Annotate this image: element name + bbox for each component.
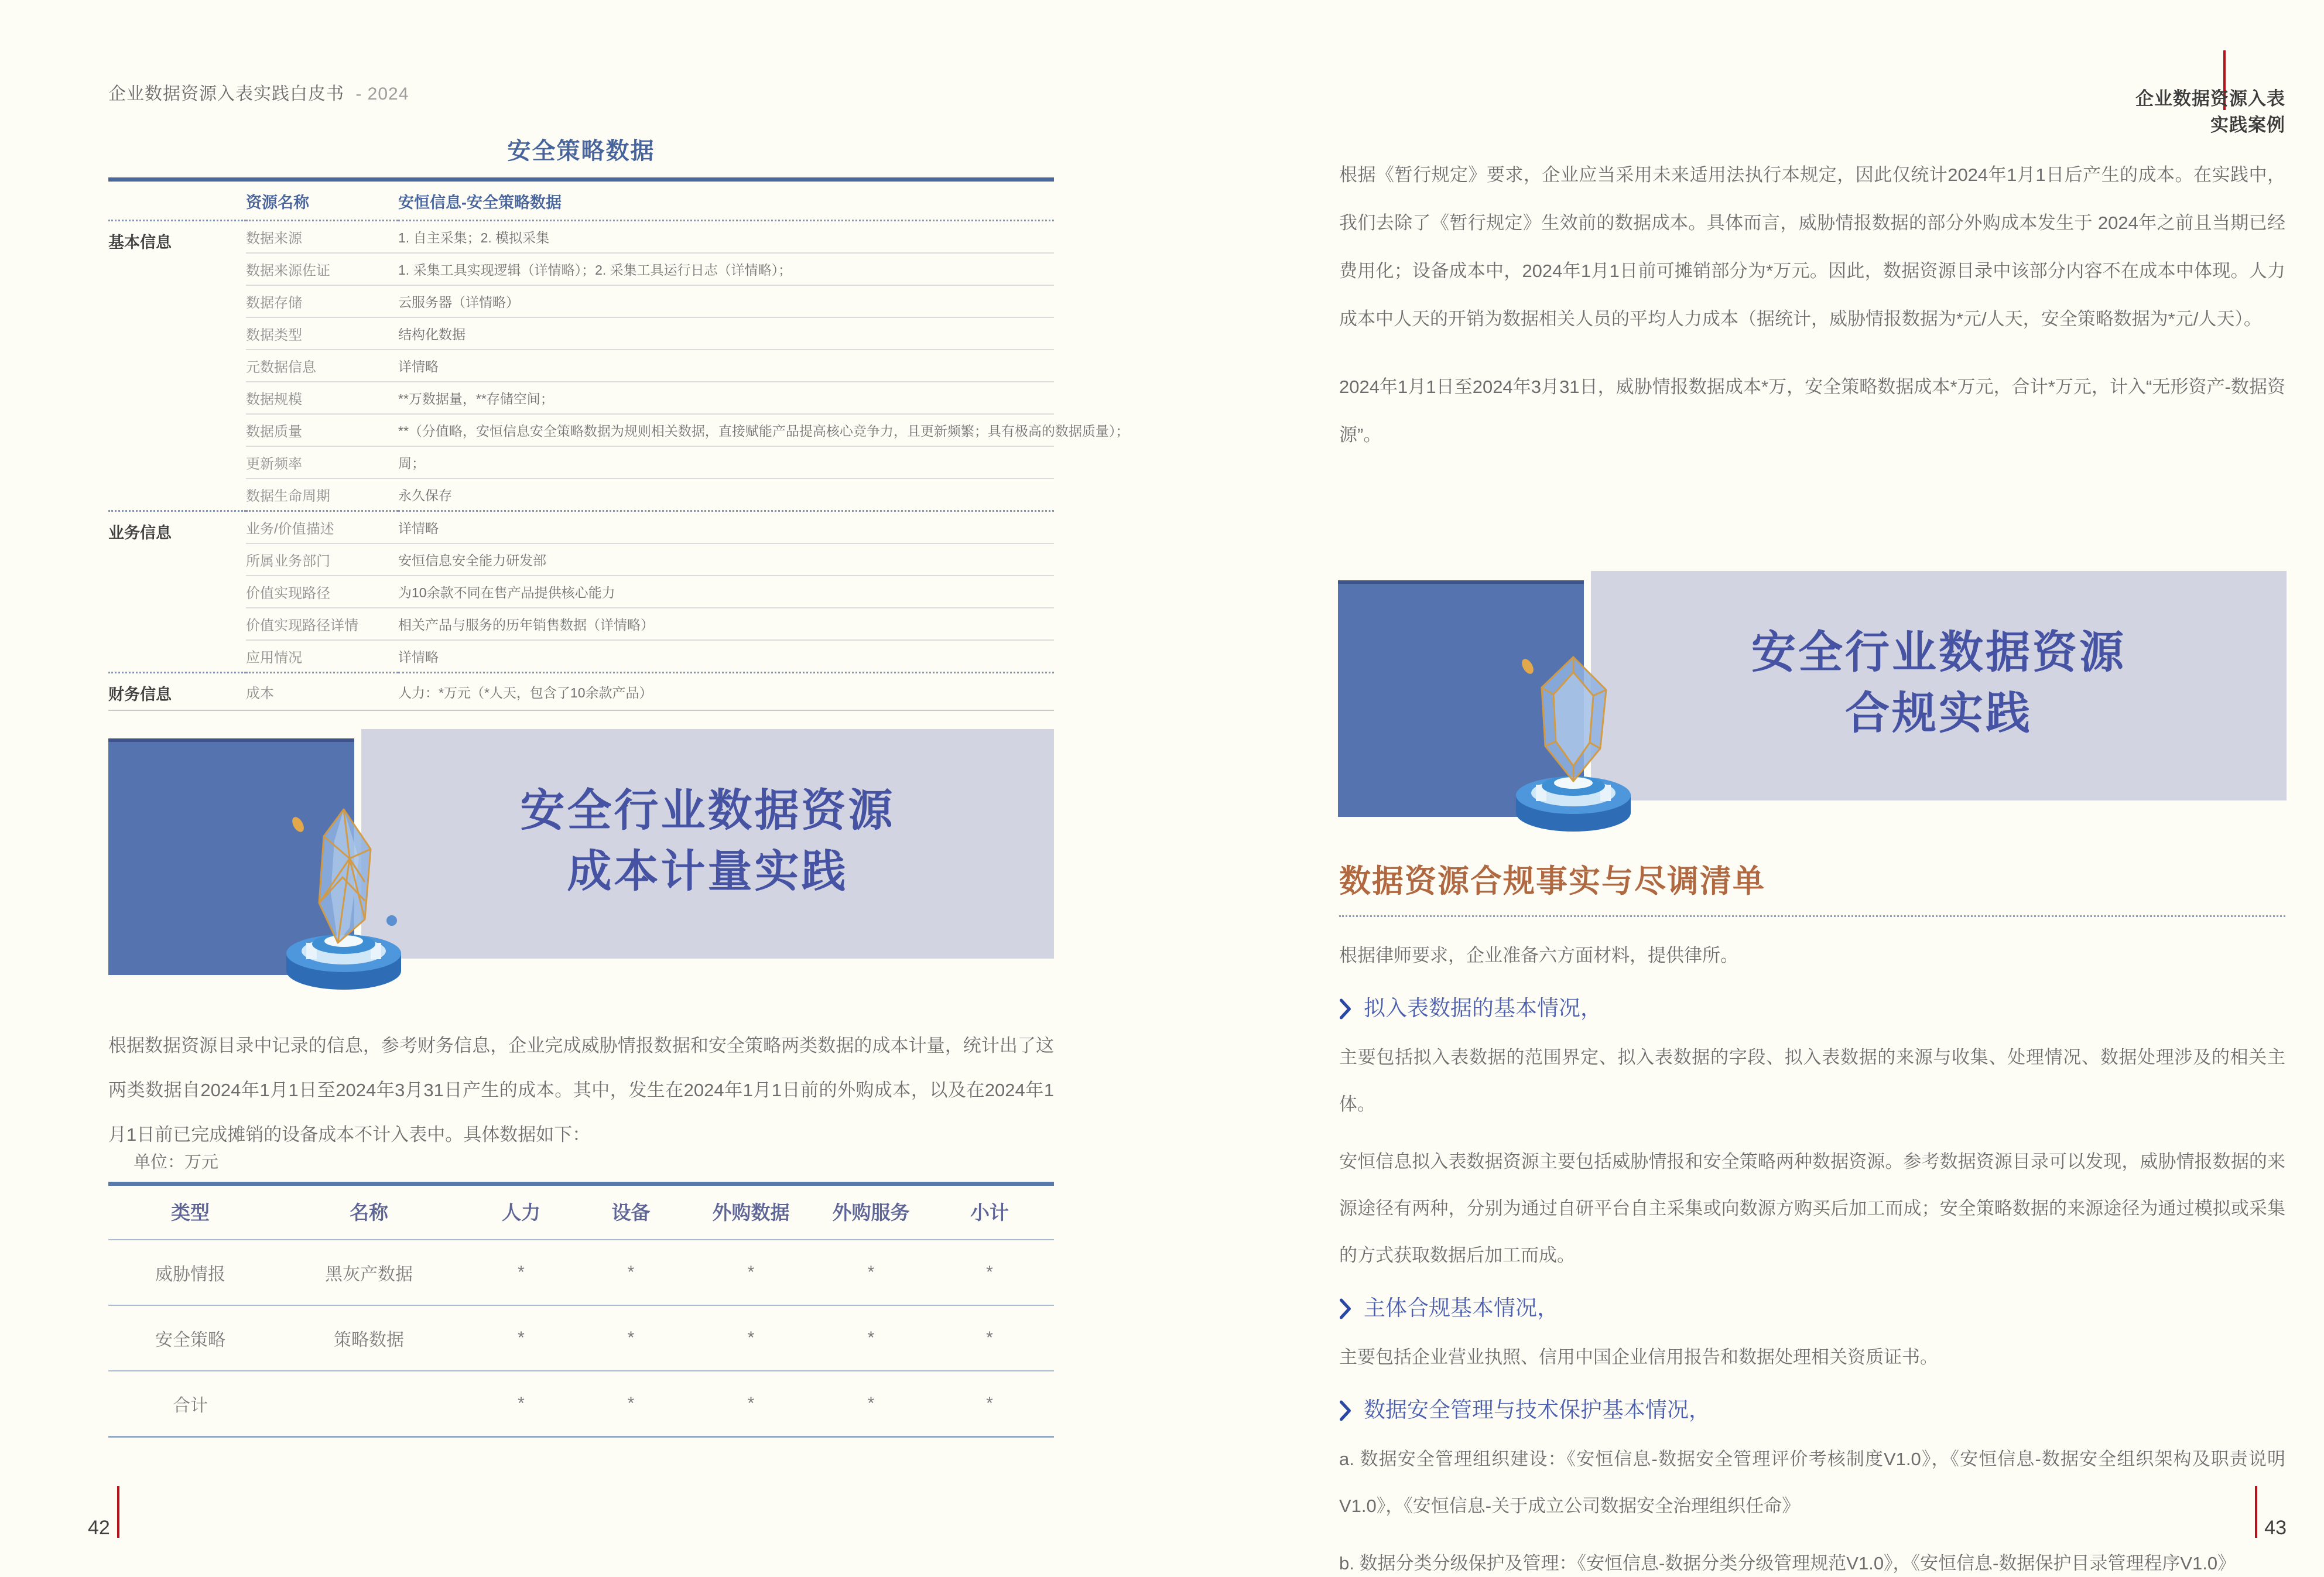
catalog-field-label: 成本	[246, 673, 398, 711]
catalog-field-label: 应用情况	[246, 640, 398, 673]
catalog-field-label: 价值实现路径详情	[246, 608, 398, 640]
catalog-header-spacer	[108, 180, 246, 221]
page-number-value: 43	[2264, 1517, 2287, 1539]
cost-cell: *	[577, 1305, 685, 1371]
running-header-left	[108, 79, 409, 105]
catalog-row	[108, 285, 1054, 317]
catalog-field-value: 为10余款不同在售产品提供核心能力	[398, 576, 1054, 608]
catalog-field-label: 数据类型	[246, 317, 398, 350]
bullet-paragraph: 主要包括拟入表数据的范围界定、拟入表数据的字段、拟入表数据的来源与收集、处理情况、数据处理涉及的相关主体。	[1339, 1047, 2285, 1114]
catalog-row	[108, 221, 1054, 254]
cost-column-header: 小计	[970, 1202, 1009, 1223]
page-number-value: 42	[88, 1517, 110, 1539]
cost-cell: *	[685, 1371, 817, 1437]
banner-title-line1: 安全行业数据资源	[1751, 628, 2126, 678]
catalog-header-row	[108, 180, 1054, 221]
catalog-section-label: 基本信息	[108, 221, 246, 511]
running-header-line2: 实践案例	[2210, 115, 2285, 135]
paragraph: 根据《暂行规定》要求，企业应当采用未来适用法执行本规定，因此仅统计2024年1月1日后产生的成本。在实践中，我们去除了《暂行规定》生效前的数据成本。具体而言，威胁情报数据的部分外购成本发生于 2024年之前且当期已经费用化；设备成本中，2024年1月1日前可摊销部分为*万元。因此，数据资源目录中该部分内容不在成本中体现。人力成本中人天的开销为数据相关人员的平均人力成本（据统计，威胁情报数据为*元/人天，安全策略数据为*元/人天）。	[1339, 165, 2285, 329]
banner-title-line1: 安全行业数据资源	[520, 786, 895, 836]
cost-cell: 黑灰产数据	[272, 1240, 466, 1305]
bullet-title-text: 主体合规基本情况，	[1364, 1296, 1559, 1320]
running-header-title: 企业数据资源入表实践白皮书	[108, 84, 344, 104]
cost-cell: *	[925, 1305, 1054, 1371]
cost-cell: *	[466, 1305, 577, 1371]
catalog-field-label: 数据生命周期	[246, 478, 398, 511]
cost-row	[108, 1371, 1054, 1437]
cost-cell: 合计	[108, 1371, 272, 1437]
catalog-field-value: **（分值略，安恒信息安全策略数据为规则相关数据，直接赋能产品提高核心竞争力，且更新频繁；具有极高的数据质量）；	[398, 414, 1054, 446]
catalog-field-value: 相关产品与服务的历年销售数据（详情略）	[398, 608, 1054, 640]
catalog-field-value: 详情略	[398, 640, 1054, 673]
bullet-item	[1339, 1395, 2285, 1425]
chevron-right-icon	[1339, 998, 1352, 1020]
cost-column-header: 名称	[350, 1202, 388, 1223]
catalog-row	[108, 446, 1054, 478]
cost-row	[108, 1305, 1054, 1371]
cost-cell: *	[577, 1240, 685, 1305]
catalog-field-label: 所属业务部门	[246, 543, 398, 576]
catalog-row	[108, 673, 1054, 711]
cost-table-unit-label: 单位：万元	[134, 1153, 219, 1172]
page-number-rule	[117, 1486, 119, 1538]
catalog-field-value: **万数据量，**存储空间；	[398, 382, 1054, 414]
cost-table	[108, 1182, 1054, 1438]
cost-cell: *	[817, 1371, 925, 1437]
banner-title-line2: 合规实践	[1845, 689, 2032, 738]
compliance-bullets	[1339, 993, 2285, 1577]
banner-title	[1591, 622, 2287, 744]
section-dotted-rule	[1339, 915, 2285, 917]
catalog-field-value: 1. 自主采集；2. 模拟采集	[398, 221, 1054, 254]
running-header-line1: 企业数据资源入表	[2135, 88, 2285, 109]
catalog-row	[108, 414, 1054, 446]
section-intro: 根据律师要求，企业准备六方面材料，提供律所。	[1339, 945, 1738, 966]
catalog-section-label: 财务信息	[108, 673, 246, 711]
bullet-paragraph: 安恒信息拟入表数据资源主要包括威胁情报和安全策略两种数据资源。参考数据资源目录可以发现，威胁情报数据的来源途径有两种，分别为通过自研平台自主采集或向数源方购买后加工而成；安全策略数据的来源途径为通过模拟或采集的方式获取数据后加工而成。	[1339, 1151, 2285, 1265]
bullet-item	[1339, 1293, 2285, 1323]
catalog-field-value: 人力：*万元（*人天，包含了10余款产品）	[398, 673, 1054, 711]
catalog-field-value: 云服务器（详情略）	[398, 285, 1054, 317]
catalog-field-value: 1. 采集工具实现逻辑（详情略）；2. 采集工具运行日志（详情略）；	[398, 253, 1054, 285]
catalog-row	[108, 640, 1054, 673]
cost-column-header: 外购服务	[832, 1202, 910, 1223]
page-number-rule	[2255, 1486, 2257, 1538]
catalog-field-value: 永久保存	[398, 478, 1054, 511]
catalog-field-value: 详情略	[398, 350, 1054, 382]
cost-cell: 安全策略	[108, 1305, 272, 1371]
bullet-title-text: 数据安全管理与技术保护基本情况，	[1364, 1398, 1710, 1422]
bullet-item	[1339, 993, 2285, 1024]
chevron-right-icon	[1339, 1298, 1352, 1319]
chevron-right-icon	[1339, 1400, 1352, 1421]
catalog-header-value: 安恒信息-安全策略数据	[398, 194, 562, 211]
cost-column-header: 类型	[171, 1202, 210, 1223]
catalog-row	[108, 317, 1054, 350]
catalog-field-value: 安恒信息安全能力研发部	[398, 543, 1054, 576]
running-header-right	[2135, 85, 2285, 138]
catalog-field-label: 价值实现路径	[246, 576, 398, 608]
cost-cell: *	[925, 1371, 1054, 1437]
cost-table-body	[108, 1240, 1054, 1437]
cost-cell: *	[466, 1240, 577, 1305]
catalog-table-body	[108, 221, 1130, 711]
cost-cell: *	[685, 1240, 817, 1305]
cost-cell: *	[685, 1305, 817, 1371]
catalog-field-label: 元数据信息	[246, 350, 398, 382]
bullet-title-text: 拟入表数据的基本情况，	[1364, 996, 1602, 1020]
data-catalog	[108, 132, 1130, 711]
catalog-section-label: 业务信息	[108, 511, 246, 673]
cost-cell: *	[577, 1371, 685, 1437]
page-number-left	[88, 1486, 119, 1538]
catalog-field-label: 业务/价值描述	[246, 511, 398, 544]
catalog-field-label: 数据来源	[246, 221, 398, 254]
section-title: 数据资源合规事实与尽调清单	[1339, 864, 1765, 899]
catalog-row	[108, 253, 1054, 285]
cost-column-header: 外购数据	[712, 1202, 790, 1223]
cost-cell: *	[925, 1240, 1054, 1305]
cost-cell: *	[817, 1305, 925, 1371]
catalog-field-label: 更新频率	[246, 446, 398, 478]
catalog-field-value: 结构化数据	[398, 317, 1054, 350]
bullet-paragraph: 主要包括企业营业执照、信用中国企业信用报告和数据处理相关资质证书。	[1339, 1347, 1938, 1367]
cost-column-header: 设备	[611, 1202, 651, 1223]
paragraph: 2024年1月1日至2024年3月31日，威胁情报数据成本*万，安全策略数据成本*万元，合计*万元，计入“无形资产-数据资源”。	[1339, 377, 2285, 445]
cost-cell: *	[817, 1240, 925, 1305]
catalog-field-label: 数据规模	[246, 382, 398, 414]
cost-rule-paragraphs	[1339, 151, 2285, 459]
running-header-year: - 2024	[355, 84, 409, 104]
bullet-paragraph: a. 数据安全管理组织建设：《安恒信息-数据安全管理评价考核制度V1.0》，《安恒信息-数据安全组织架构及职责说明V1.0》，《安恒信息-关于成立公司数据安全治理组织任命》	[1339, 1449, 2285, 1516]
banner-title-line2: 成本计量实践	[567, 847, 848, 897]
catalog-field-value: 详情略	[398, 511, 1054, 544]
bullet-paragraph: b. 数据分类分级保护及管理：《安恒信息-数据分类分级管理规范V1.0》，《安恒信息-数据保护目录管理程序V1.0》	[1339, 1553, 2236, 1573]
catalog-row	[108, 350, 1054, 382]
catalog-row	[108, 576, 1054, 608]
catalog-row	[108, 382, 1054, 414]
catalog-header-label: 资源名称	[246, 194, 309, 211]
cost-table-header-row	[108, 1184, 1054, 1240]
banner-compliance-practice	[1338, 571, 2287, 846]
cost-cell: 威胁情报	[108, 1240, 272, 1305]
page-number-right	[2255, 1486, 2287, 1538]
banner-title	[361, 781, 1054, 902]
catalog-table	[108, 177, 1130, 711]
catalog-title: 安全策略数据	[507, 138, 655, 164]
cost-cell: *	[466, 1371, 577, 1437]
compliance-section	[1339, 856, 2285, 1577]
catalog-field-value: 周；	[398, 446, 1054, 478]
cost-cell: 策略数据	[272, 1305, 466, 1371]
catalog-field-label: 数据存储	[246, 285, 398, 317]
catalog-field-label: 数据来源佐证	[246, 253, 398, 285]
catalog-row	[108, 608, 1054, 640]
catalog-row	[108, 543, 1054, 576]
cost-cell	[272, 1371, 466, 1437]
cost-row	[108, 1240, 1054, 1305]
cost-table-wrap	[108, 1182, 1054, 1438]
catalog-row	[108, 478, 1054, 511]
banner-cost-measurement	[108, 729, 1054, 1004]
cost-summary-paragraph: 根据数据资源目录中记录的信息，参考财务信息，企业完成威胁情报数据和安全策略两类数据的成本计量，统计出了这两类数据自2024年1月1日至2024年3月31日产生的成本。其中，发生在2024年1月1日前的外购成本，以及在2024年1月1日前已完成摊销的设备成本不计入表中。具体数据如下：	[108, 1035, 1054, 1145]
catalog-field-label: 数据质量	[246, 414, 398, 446]
page-right	[1162, 0, 2324, 1577]
catalog-row	[108, 511, 1054, 544]
cost-column-header: 人力	[502, 1202, 540, 1223]
